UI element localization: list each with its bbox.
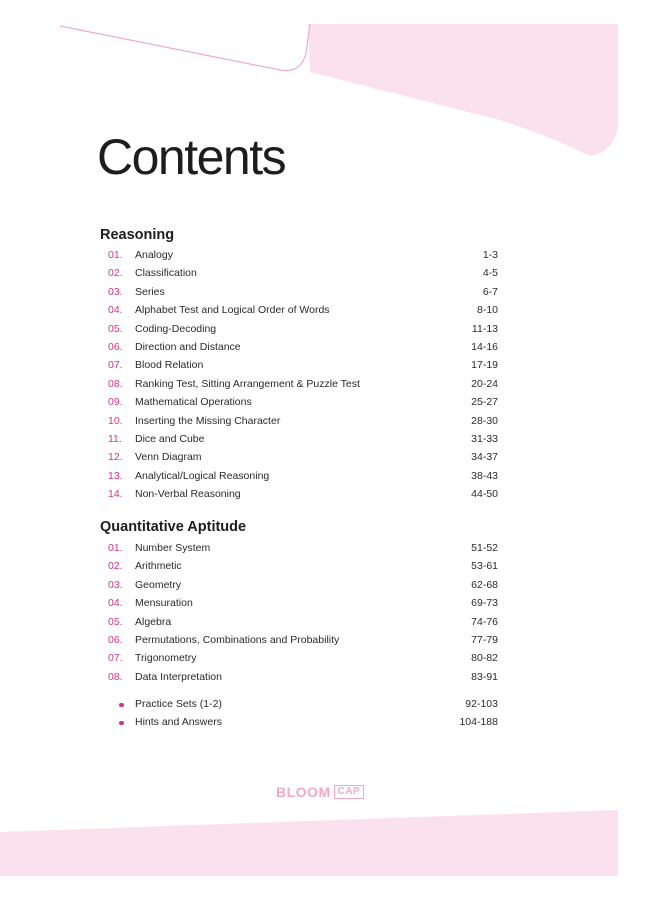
toc-entry: 08. Ranking Test, Sitting Arrangement & Puzzle Test 20-24 — [108, 377, 498, 390]
toc-entry: 08. Data Interpretation 83-91 — [108, 670, 498, 683]
toc-entry: 06. Permutations, Combinations and Probability 77-79 — [108, 633, 498, 646]
toc-entry: 05. Algebra 74-76 — [108, 615, 498, 628]
toc-entry: 05. Coding-Decoding 11-13 — [108, 322, 498, 335]
publisher-logo — [276, 784, 364, 800]
toc-entry: 07. Trigonometry 80-82 — [108, 652, 498, 665]
toc-entry: 01. Analogy 1-3 — [108, 249, 498, 261]
section-title-reasoning: Reasoning — [100, 227, 175, 243]
reasoning-list — [108, 246, 498, 503]
extras-list — [108, 695, 498, 732]
toc-entry: 11. Dice and Cube 31-33 — [108, 432, 498, 445]
page-title: Contents — [97, 129, 286, 185]
toc-entry: 03. Geometry 62-68 — [108, 578, 498, 591]
logo-box-text: CAP — [334, 785, 365, 799]
contents-page — [0, 24, 618, 876]
toc-entry: 04. Mensuration 69-73 — [108, 597, 498, 610]
toc-entry: 13. Analytical/Logical Reasoning 38-43 — [108, 469, 498, 482]
toc-entry: 01. Number System 51-52 — [108, 542, 498, 554]
toc-entry: 09. Mathematical Operations 25-27 — [108, 396, 498, 409]
bullet-icon — [119, 703, 124, 708]
toc-entry: 02. Arithmetic 53-61 — [108, 560, 498, 573]
toc-entry: 04. Alphabet Test and Logical Order of Words 8-10 — [108, 304, 498, 317]
toc-entry: 14. Non-Verbal Reasoning 44-50 — [108, 488, 498, 501]
toc-entry: 06. Direction and Distance 14-16 — [108, 340, 498, 353]
section-title-quantitative-aptitude: Quantitative Aptitude — [100, 519, 247, 535]
toc-entry: 10. Inserting the Missing Character 28-30 — [108, 414, 498, 427]
toc-entry: 07. Blood Relation 17-19 — [108, 359, 498, 372]
quantitative-aptitude-list — [108, 539, 498, 686]
toc-extra-entry: Hints and Answers 104-188 — [108, 713, 498, 731]
toc-entry: 03. Series 6-7 — [108, 285, 498, 298]
bullet-icon — [119, 721, 124, 726]
toc-entry: 02. Classification 4-5 — [108, 267, 498, 280]
toc-extra-entry: Practice Sets (1-2) 92-103 — [108, 695, 498, 713]
toc-entry: 12. Venn Diagram 34-37 — [108, 451, 498, 464]
logo-wordmark: BLOOM — [276, 784, 331, 800]
